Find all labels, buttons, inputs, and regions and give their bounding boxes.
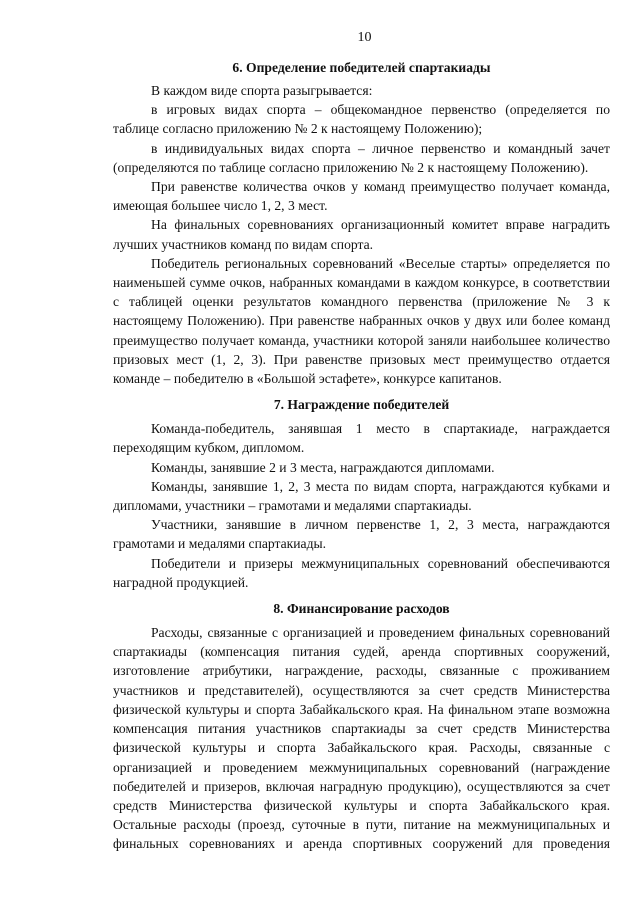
paragraph: В каждом виде спорта разыгрывается: [151, 83, 373, 98]
page-number: 10 [357, 30, 372, 45]
section-8 [113, 599, 610, 853]
section-7 [113, 395, 610, 592]
paragraph: При равенстве количества очков у команд преимущество получает команда, имеющая большее число 1, 2, 3 мест. [113, 179, 610, 214]
paragraph: в игровых видах спорта – общекомандное первенство (определяется по таблице согласно приложению № 2 к настоящему Положению); [113, 102, 610, 137]
paragraph: Победитель региональных соревнований «Веселые старты» определяется по наименьшей сумме очков, набранных командами в каждом конкурсе, в соответствии с таблицей оценки результатов командного первенства (приложение № 3 к настоящему Положению). При равенстве набранных очков у двух или более команд преимущество получает команда, участники которой заняли наибольшее количество призовых мест (1, 2, 3). При равенстве призовых мест преимущество отдается команде – победителю в «Большой эстафете», конкурсе капитанов. [113, 255, 610, 387]
paragraph: На финальных соревнованиях организационный комитет вправе наградить лучших участников команд по видам спорта. [113, 217, 610, 252]
document-page [113, 30, 610, 854]
section-7-title: 7. Награждение победителей [273, 397, 450, 413]
section-6-title: 6. Определение победителей спартакиады [232, 60, 491, 75]
section-6 [113, 58, 610, 388]
paragraph: Победители и призеры межмуниципальных соревнований обеспечиваются наградной продукцией. [113, 555, 610, 590]
paragraph: Команда-победитель, занявшая 1 место в спартакиаде, награждается переходящим кубком, дипломом. [113, 421, 610, 456]
paragraph: Участники, занявшие в личном первенстве 1, 2, 3 места, награждаются грамотами и медалями спартакиады. [113, 517, 610, 552]
paragraph: Команды, занявшие 1, 2, 3 места по видам спорта, награждаются кубками и дипломами, участники – грамотами и медалями спартакиады. [113, 478, 610, 514]
paragraph: в индивидуальных видах спорта – личное первенство и командный зачет (определяются по таблице согласно приложению № 2 к настоящему Положению). [113, 140, 610, 175]
section-8-title: 8. Финансирование расходов [273, 601, 450, 617]
paragraph: Расходы, связанные с организацией и проведением финальных соревнований спартакиады (компенсация питания судей, аренда спортивных сооружений, изготовление атрибутики, награждение, расходы, связанные с проживанием участников и представителей), осуществляются за счет средств Министерства физической культуры и спорта Забайкальского края. На финальном этапе возможна компенсация питания участников спартакиады за счет средств Министерства физической культуры и спорта Забайкальского края. Расходы, связанные с организацией и проведением межмуниципальных соревнований (награждение победителей и призеров, включая наградную продукцию), осуществляются за счет средств Министерства физической культуры и спорта Забайкальского края. Остальные расходы (проезд, суточные в пути, питание на межмуниципальных и финальных соревнованиях и аренда спортивных сооружений для проведения [113, 625, 610, 852]
paragraph: Команды, занявшие 2 и 3 места, награждаются дипломами. [151, 459, 495, 475]
